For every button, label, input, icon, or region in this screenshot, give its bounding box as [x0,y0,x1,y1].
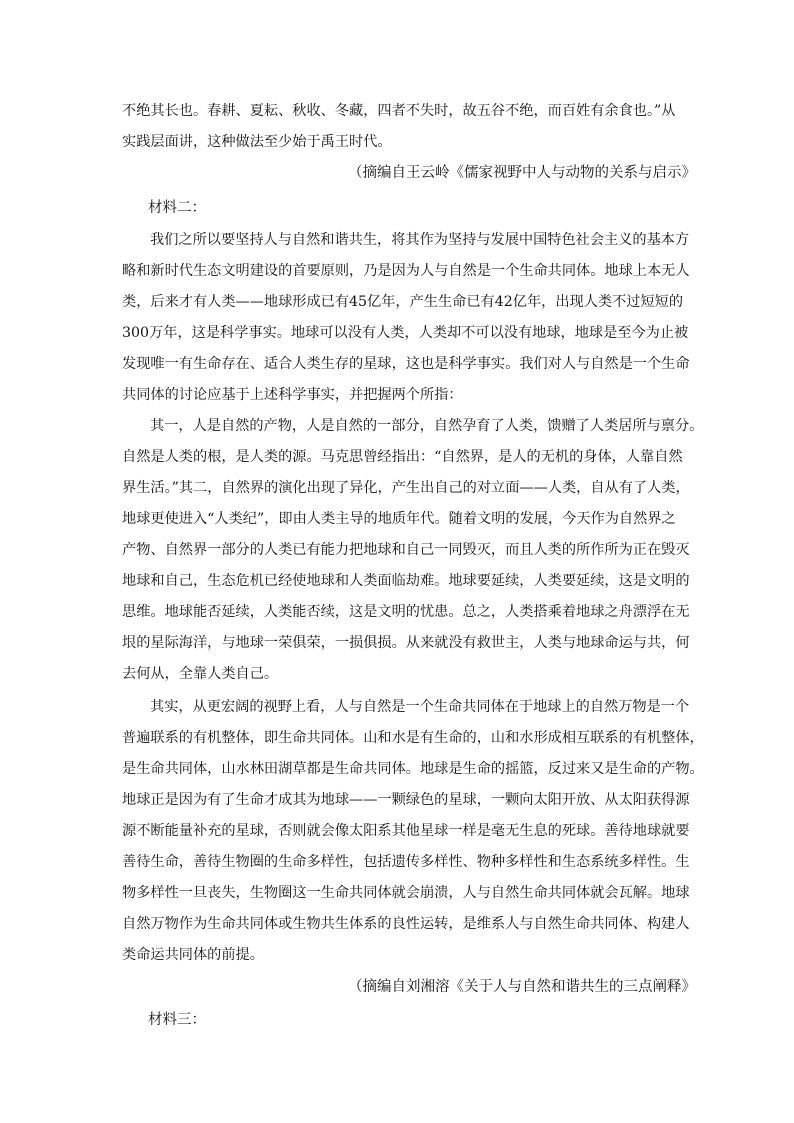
material-heading: 材料三： [148,1012,206,1028]
text-line: 类命运共同体的前提。 [122,947,264,963]
text-line: 产物、自然界一部分的人类已有能力把地球和自己一同毁灭，而且人类的所作所为正在毁灭 [122,542,690,558]
text-line: 垠的星际海洋，与地球一荣俱荣，一损俱损。从来就没有救世主，人类与地球命运与共，何 [122,635,690,651]
material-heading: 材料二： [148,200,206,216]
text-line: 地球正是因为有了生命才成其为地球——一颗绿色的星球，一颗向太阳开放、从太阳获得源 [122,792,690,808]
text-line: 源不断能量补充的星球，否则就会像太阳系其他星球一样是毫无生息的死球。善待地球就要 [122,823,690,839]
text-line: 类，后来才有人类——地球形成已有45亿年，产生生命已有42亿年，出现人类不过短短的 [122,294,684,310]
text-line: 300万年，这是科学事实。地球可以没有人类，人类却不可以没有地球，地球是至今为止被 [122,325,689,341]
text-line: 自然是人类的根，是人类的源。马克思曾经指出：“自然界，是人的无机的身体，人靠自然 [122,449,683,465]
text-line: 实践层面讲，这种做法至少始于禹王时代。 [122,134,392,150]
text-line: 共同体的讨论应基于上述科学事实，并把握两个所指： [122,387,463,403]
text-line: 普遍联系的有机整体，即生命共同体。山和水是有生命的，山和水形成相互联系的有机整体， [122,730,704,746]
text-line: 地球和自己，生态危机已经使地球和人类面临劫难。地球要延续，人类要延续，这是文明的 [122,573,690,589]
text-line: 发现唯一有生命存在、适合人类生存的星球，这也是科学事实。我们对人与自然是一个生命 [122,356,690,372]
source-citation: （摘编自刘湘溶《关于人与自然和谐共生的三点阐释》 [348,979,696,995]
text-line: 其一，人是自然的产物，人是自然的一部分，自然孕育了人类，馈赠了人类居所与禀分。 [150,418,704,434]
text-line: 不绝其长也。春耕、夏耘、秋收、冬藏，四者不失时，故五谷不绝，而百姓有余食也。”从 [122,103,676,119]
text-line: 去何从，全靠人类自己。 [122,666,279,682]
text-line: 地球更使进入“人类纪”，即由人类主导的地质年代。随着文明的发展，今天作为自然界之 [122,511,676,527]
text-line: 物多样性一旦丧失，生物圈这一生命共同体就会崩溃，人与自然生命共同体就会瓦解。地球 [122,885,690,901]
text-line: 自然万物作为生命共同体或生物共生体系的良性运转，是维系人与自然生命共同体、构建人 [122,916,690,932]
text-line: 界生活。”其二，自然界的演化出现了异化，产生出自己的对立面——人类，自从有了人类， [122,480,690,496]
text-line: 思维。地球能否延续，人类能否续，这是文明的忧患。总之，人类搭乘着地球之舟漂浮在无 [122,604,690,620]
source-citation: （摘编自王云岭《儒家视野中人与动物的关系与启示》 [348,165,696,181]
text-line: 我们之所以要坚持人与自然和谐共生，将其作为坚持与发展中国特色社会主义的基本方 [150,232,690,248]
text-line: 其实，从更宏阔的视野上看，人与自然是一个生命共同体在于地球上的自然万物是一个 [150,699,690,715]
text-line: 善待生命，善待生物圈的生命多样性，包括遗传多样性、物种多样性和生态系统多样性。生 [122,854,690,870]
text-line: 是生命共同体，山水林田湖草都是生命共同体。地球是生命的摇篮，反过来又是生命的产物。 [122,761,704,777]
text-line: 略和新时代生态文明建设的首要原则，乃是因为人与自然是一个生命共同体。地球上本无人 [122,263,690,279]
